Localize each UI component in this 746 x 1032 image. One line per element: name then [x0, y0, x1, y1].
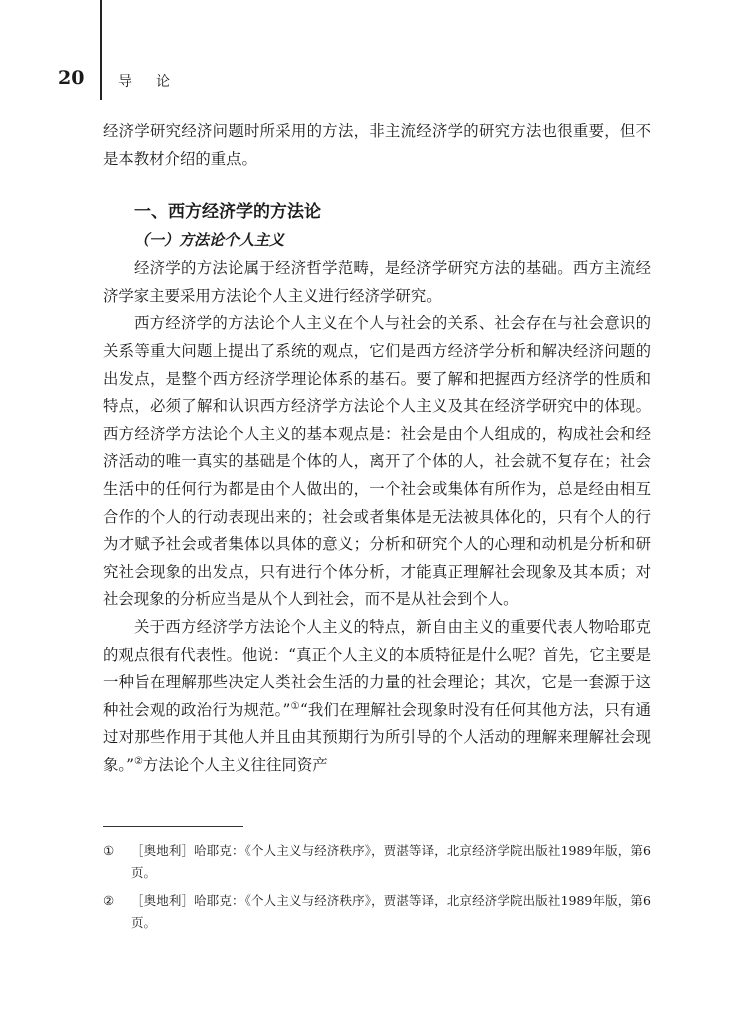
footnotes	[103, 840, 651, 940]
paragraph-3-part-c: 方法论个人主义往往同资产	[142, 755, 328, 774]
footnote-item	[103, 890, 651, 934]
footnote-mark: ①	[103, 843, 115, 858]
footnote-ref-1[interactable]: ①	[290, 700, 300, 712]
footnote-text: ［奥地利］哈耶克：《个人主义与经济秩序》，贾湛等译，北京经济学院出版社1989年版，第6页。	[131, 893, 651, 930]
footnote-ref-2[interactable]: ②	[133, 755, 143, 767]
paragraph-3	[103, 614, 651, 780]
page-number: 20	[58, 67, 85, 89]
running-head: 导论	[118, 74, 194, 90]
main-text	[103, 118, 651, 779]
paragraph-3-part-b: “我们在理解社会现象时没有任何其他方法，只有通过对那些作用于其他人并且由其预期行为所引导的个人活动的理解来理解社会现象。”	[103, 700, 652, 774]
footnote-mark: ②	[103, 893, 115, 908]
footnote-item	[103, 840, 651, 884]
paragraph-2: 西方经济学的方法论个人主义在个人与社会的关系、社会存在与社会意识的关系等重大问题上提出了系统的观点，它们是西方经济学分析和解决经济问题的出发点，是整个西方经济学理论体系的基石。要了解和把握西方经济学的性质和特点，必须了解和认识西方经济学方法论个人主义及其在经济学研究中的体现。西方经济学方法论个人主义的基本观点是：社会是由个人组成的，构成社会和经济活动的唯一真实的基础是个体的人，离开了个体的人，社会就不复存在；社会生活中的任何行为都是由个人做出的，一个社会或集体有所作为，总是经由相互合作的个人的行动表现出来的；社会或者集体是无法被具体化的，只有个人的行为才赋予社会或者集体以具体的意义；分析和研究个人的心理和动机是分析和研究社会现象的出发点，只有进行个体分析，才能真正理解社会现象及其本质；对社会现象的分析应当是从个人到社会，而不是从社会到个人。	[103, 314, 651, 609]
header-vertical-rule	[100, 0, 102, 100]
paragraph-intro: 经济学研究经济问题时所采用的方法，非主流经济学的研究方法也很重要，但不是本教材介绍的重点。	[103, 122, 651, 168]
subsection-heading: （一）方法论个人主义	[134, 231, 285, 250]
paragraph-1: 经济学的方法论属于经济哲学范畴，是经济学研究方法的基础。西方主流经济学家主要采用方法论个人主义进行经济学研究。	[103, 259, 651, 305]
footnote-divider	[103, 826, 243, 827]
footnote-text: ［奥地利］哈耶克：《个人主义与经济秩序》，贾湛等译，北京经济学院出版社1989年版，第6页。	[131, 843, 651, 880]
section-heading: 一、西方经济学的方法论	[134, 202, 321, 223]
paragraph-3-part-a: 关于西方经济学方法论个人主义的特点，新自由主义的重要代表人物哈耶克的观点很有代表性。他说：“真正个人主义的本质特征是什么呢？首先，它主要是一种旨在理解那些决定人类社会生活的力量的社会理论；其次，它是一套源于这种社会观的政治行为规范。”	[103, 617, 651, 719]
